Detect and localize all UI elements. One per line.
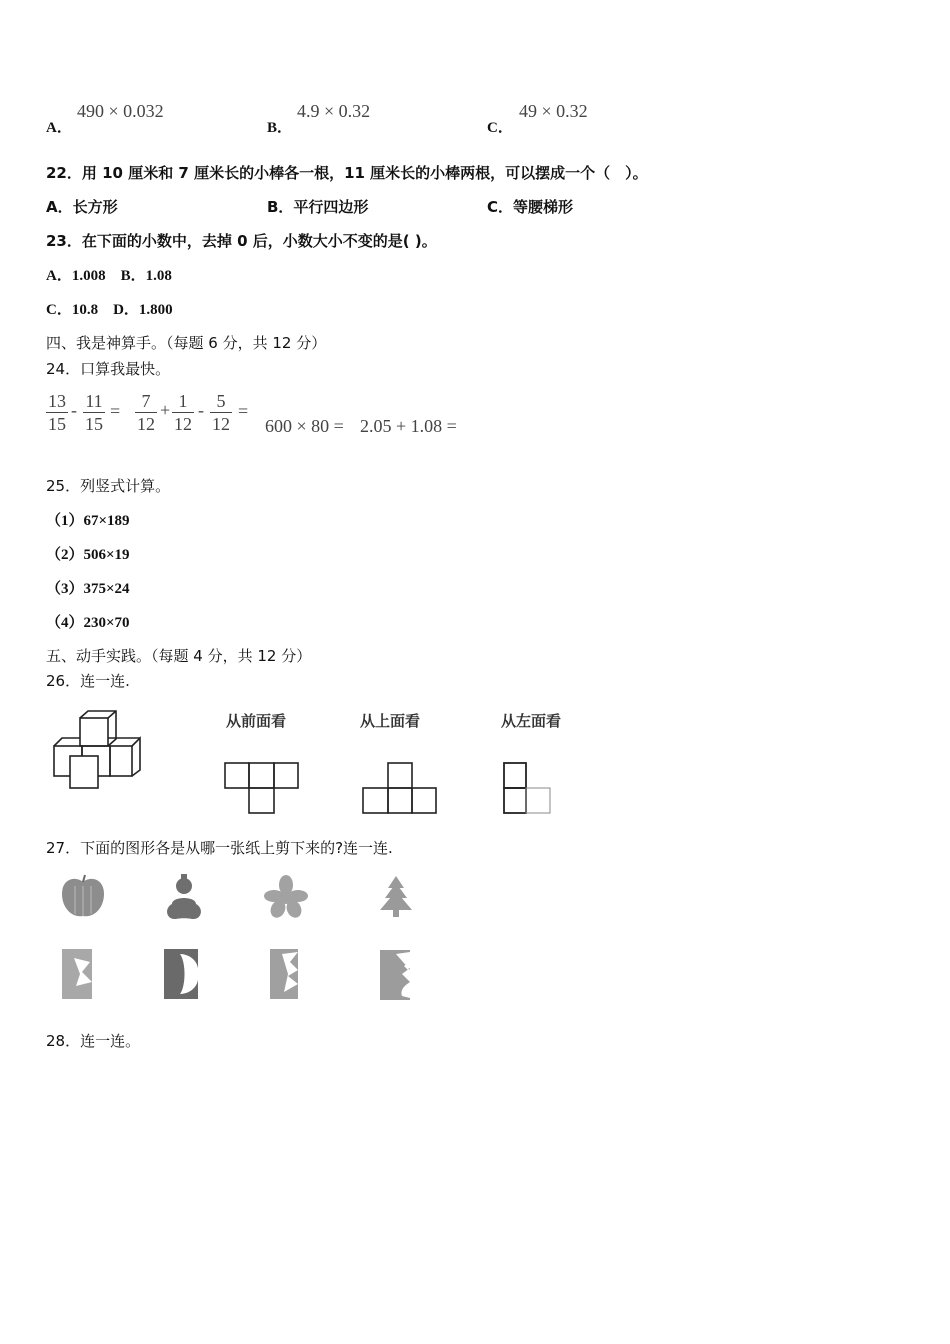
view-label-front: 从前面看 (226, 712, 287, 730)
q22-text: 22．用 10 厘米和 7 厘米长的小棒各一根，11 厘米长的小棒两根，可以摆成一个（ ）。 (46, 164, 648, 182)
q21-option-a-expr: 490 × 0.032 (77, 101, 164, 121)
expr-600x80: 600 × 80 = (265, 416, 344, 436)
q25-item-1: （1）67×189 (46, 513, 130, 529)
paper-sheet-1-icon (60, 948, 96, 1000)
fraction-7-12: 7 12 (137, 391, 155, 434)
section4-title: 四、我是神算手。（每题 6 分，共 12 分） (46, 334, 327, 352)
view-label-top: 从上面看 (360, 712, 421, 730)
paper-sheet-4-icon (378, 948, 414, 1002)
minus-sign-1: - (71, 400, 77, 420)
cube-solid-figure (50, 708, 150, 792)
q22-option-b: B．平行四边形 (267, 198, 369, 216)
section5-title: 五、动手实践。（每题 4 分，共 12 分） (46, 647, 312, 665)
q25-text: 25．列竖式计算。 (46, 477, 171, 495)
paper-sheet-2-icon (162, 948, 202, 1000)
q27-text: 27．下面的图形各是从哪一张纸上剪下来的?连一连. (46, 839, 393, 857)
q24-text: 24．口算我最快。 (46, 360, 171, 378)
q25-item-3: （3）375×24 (46, 581, 130, 597)
expr-2.05plus1.08: 2.05 + 1.08 = (360, 416, 457, 436)
equals-sign-1: = (110, 401, 121, 421)
q23-options-line2: C．10.8 D．1.800 (46, 302, 173, 318)
q21-option-c-label: C． (487, 120, 513, 136)
fraction-13-15: 13 15 (48, 391, 66, 434)
q28-text: 28．连一连。 (46, 1032, 141, 1050)
q21-option-a-label: A． (46, 120, 72, 136)
paper-sheet-3-icon (268, 948, 302, 1000)
q21-option-b-expr: 4.9 × 0.32 (297, 101, 371, 121)
gourd-shape-icon (164, 874, 204, 920)
q26-text: 26．连一连. (46, 672, 130, 690)
tree-shape-icon (376, 874, 416, 920)
q21-option-b-label: B． (267, 120, 293, 136)
view-label-left: 从左面看 (501, 712, 562, 730)
q25-item-2: （2）506×19 (46, 547, 130, 563)
fraction-5-12: 5 12 (212, 391, 230, 434)
front-view-shape (224, 762, 300, 814)
top-view-shape (362, 762, 438, 814)
q21-option-c-expr: 49 × 0.32 (519, 101, 588, 121)
fraction-1-12: 1 12 (174, 391, 192, 434)
fraction-11-15: 11 15 (85, 391, 103, 434)
flower-shape-icon (262, 874, 310, 920)
apple-shape-icon (58, 874, 108, 920)
q22-option-a: A．长方形 (46, 198, 118, 216)
q22-option-c: C．等腰梯形 (487, 198, 574, 216)
equals-sign-2: = (238, 401, 249, 421)
plus-sign: + (160, 400, 171, 420)
minus-sign-2: - (198, 400, 204, 420)
left-view-shape (502, 762, 556, 814)
q23-text: 23．在下面的小数中，去掉 0 后，小数大小不变的是( )。 (46, 232, 437, 250)
q25-item-4: （4）230×70 (46, 615, 130, 631)
q23-options-line1: A．1.008 B．1.08 (46, 268, 172, 284)
